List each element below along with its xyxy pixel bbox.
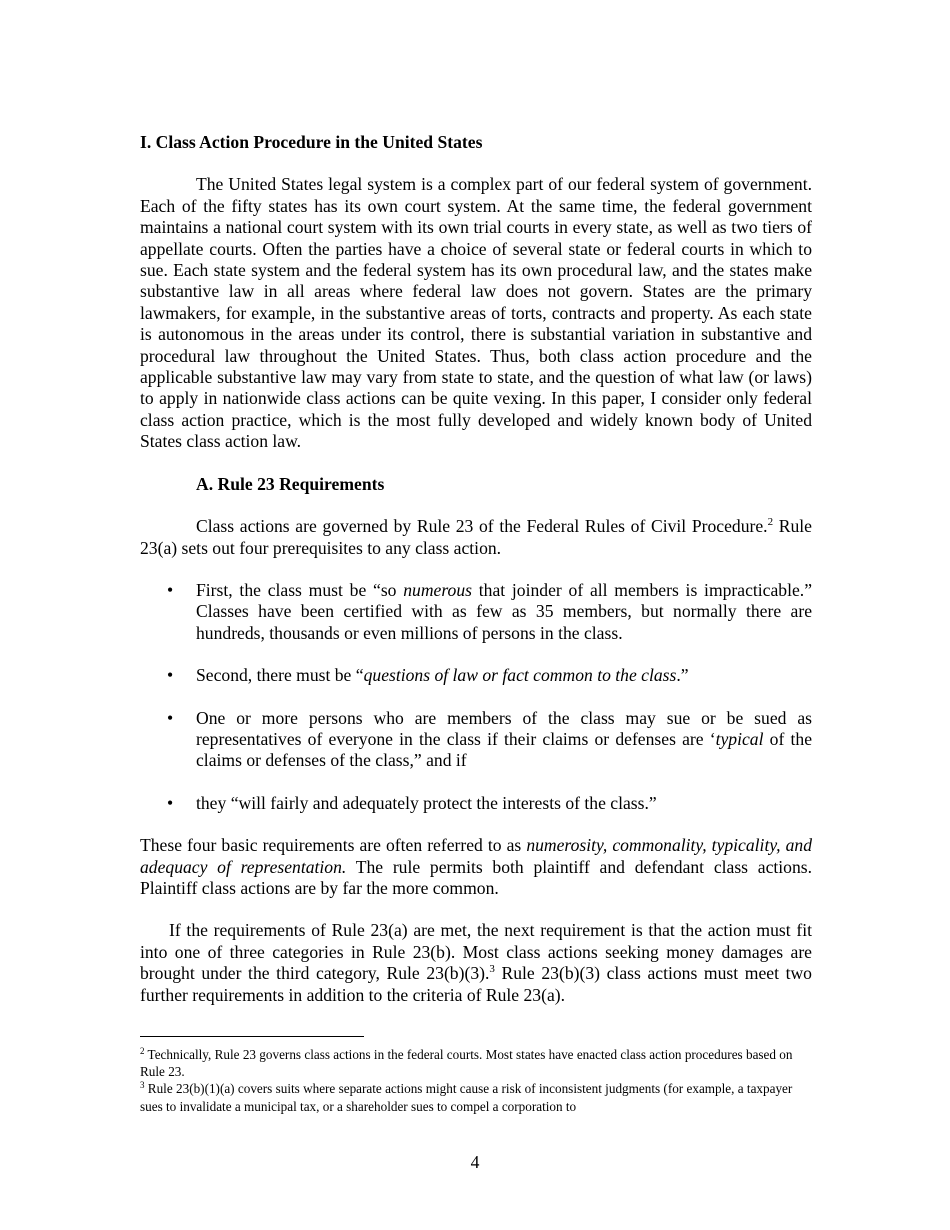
footnote-2 [140,1046,812,1080]
list-item-numerosity: • First, the class must be “so numerous that joinder of all members is impracticable.” Classes have been certified with as few as 35 members, but normally there are hundreds, thousands or even millions of persons in the class. [167,579,812,643]
footnotes [140,1046,812,1115]
page-number: 4 [470,1152,480,1172]
term-numerous: numerous [403,579,472,600]
list-item-commonality: • Second, there must be “questions of law or fact common to the class.” [167,665,689,686]
footnote-ref-3: 3 [489,963,495,976]
paragraph-rule-23b: If the requirements of Rule 23(a) are met, the next requirement is that the action must fit into one of three categories in Rule 23(b). Most class actions seeking money damages are brought under the third category, Rule 23(b)(3).$^3$ Rule 23(b)(3) class actions must meet two further requirements in addition to the criteria of Rule 23(a). [140,920,812,1005]
footnote-divider [140,1036,364,1037]
list-item-adequacy: • they “will fairly and adequately protect the interests of the class.” [167,792,657,813]
term-requirements: numerosity, commonality, typicality, and adequacy of representation. [140,835,812,877]
paragraph-four-requirements: These four basic requirements are often referred to as numerosity, commonality, typicality, and adequacy of representation. The rule permits both plaintiff and defendant class actions. Plaintiff class actions are by far the more common. [140,835,812,898]
body-text [140,132,812,1027]
footnote-text: Technically, Rule 23 governs class actions in the federal courts. Most states have enacted class action procedures based on Rule 23. [140,1047,793,1080]
paragraph-rule-23-intro [140,516,812,559]
bullet-icon: • [167,792,174,813]
intro-text-b: Rule 23(a) sets out four prerequisites to any class action. [140,516,812,558]
footnote-number: 3 [140,1080,145,1091]
section-heading: I. Class Action Procedure in the United States [140,132,483,152]
requirements-list [140,580,812,814]
bullet-icon: • [167,707,174,728]
footnote-number: 2 [140,1046,145,1056]
footnote-3 [140,1080,812,1114]
paragraph-us-legal-system: The United States legal system is a complex part of our federal system of government. Each of the fifty states has its own court system. At the same time, the federal government maintains a national court system with its own trial courts in every state, as well as two tiers of appellate courts. Often the parties have a choice of several state or federal courts in which to sue. Each state system and the federal system has its own procedural law, and the states make substantive law in all areas where federal law does not govern. States are the primary lawmakers, for example, in the substantive areas of torts, contracts and property. As each state is autonomous in the areas under its control, there is substantial variation in substantive and procedural law throughout the United States. Thus, both class action procedure and the applicable substantive law may vary from state to state, and the question of what law (or laws) to apply in nationwide class actions can be quite vexing. In this paper, I consider only federal class action practice, which is the most fully developed and widely known body of United States class action law. [140,174,812,452]
term-common-questions: questions of law or fact common to the class [363,665,677,686]
subsection-heading: A. Rule 23 Requirements [196,473,385,494]
footnote-ref-2: 2 [767,516,774,529]
bullet-icon: • [167,665,174,686]
bullet-icon: • [167,579,174,600]
footnote-text: Rule 23(b)(1)(a) covers suits where separate actions might cause a risk of inconsistent judgments (for example, a taxpayer sues to invalidate a municipal tax, or a shareholder sues to compel a corporation to [140,1081,793,1114]
intro-text-a: Class actions are governed by Rule 23 of the Federal Rules of Civil Procedure. [196,516,768,537]
term-typical: typical [715,728,764,749]
list-item-typicality: • One or more persons who are members of the class may sue or be sued as representatives of everyone in the class if their claims or defenses are ‘typical of the claims or defenses of the class,” and if [167,707,813,771]
